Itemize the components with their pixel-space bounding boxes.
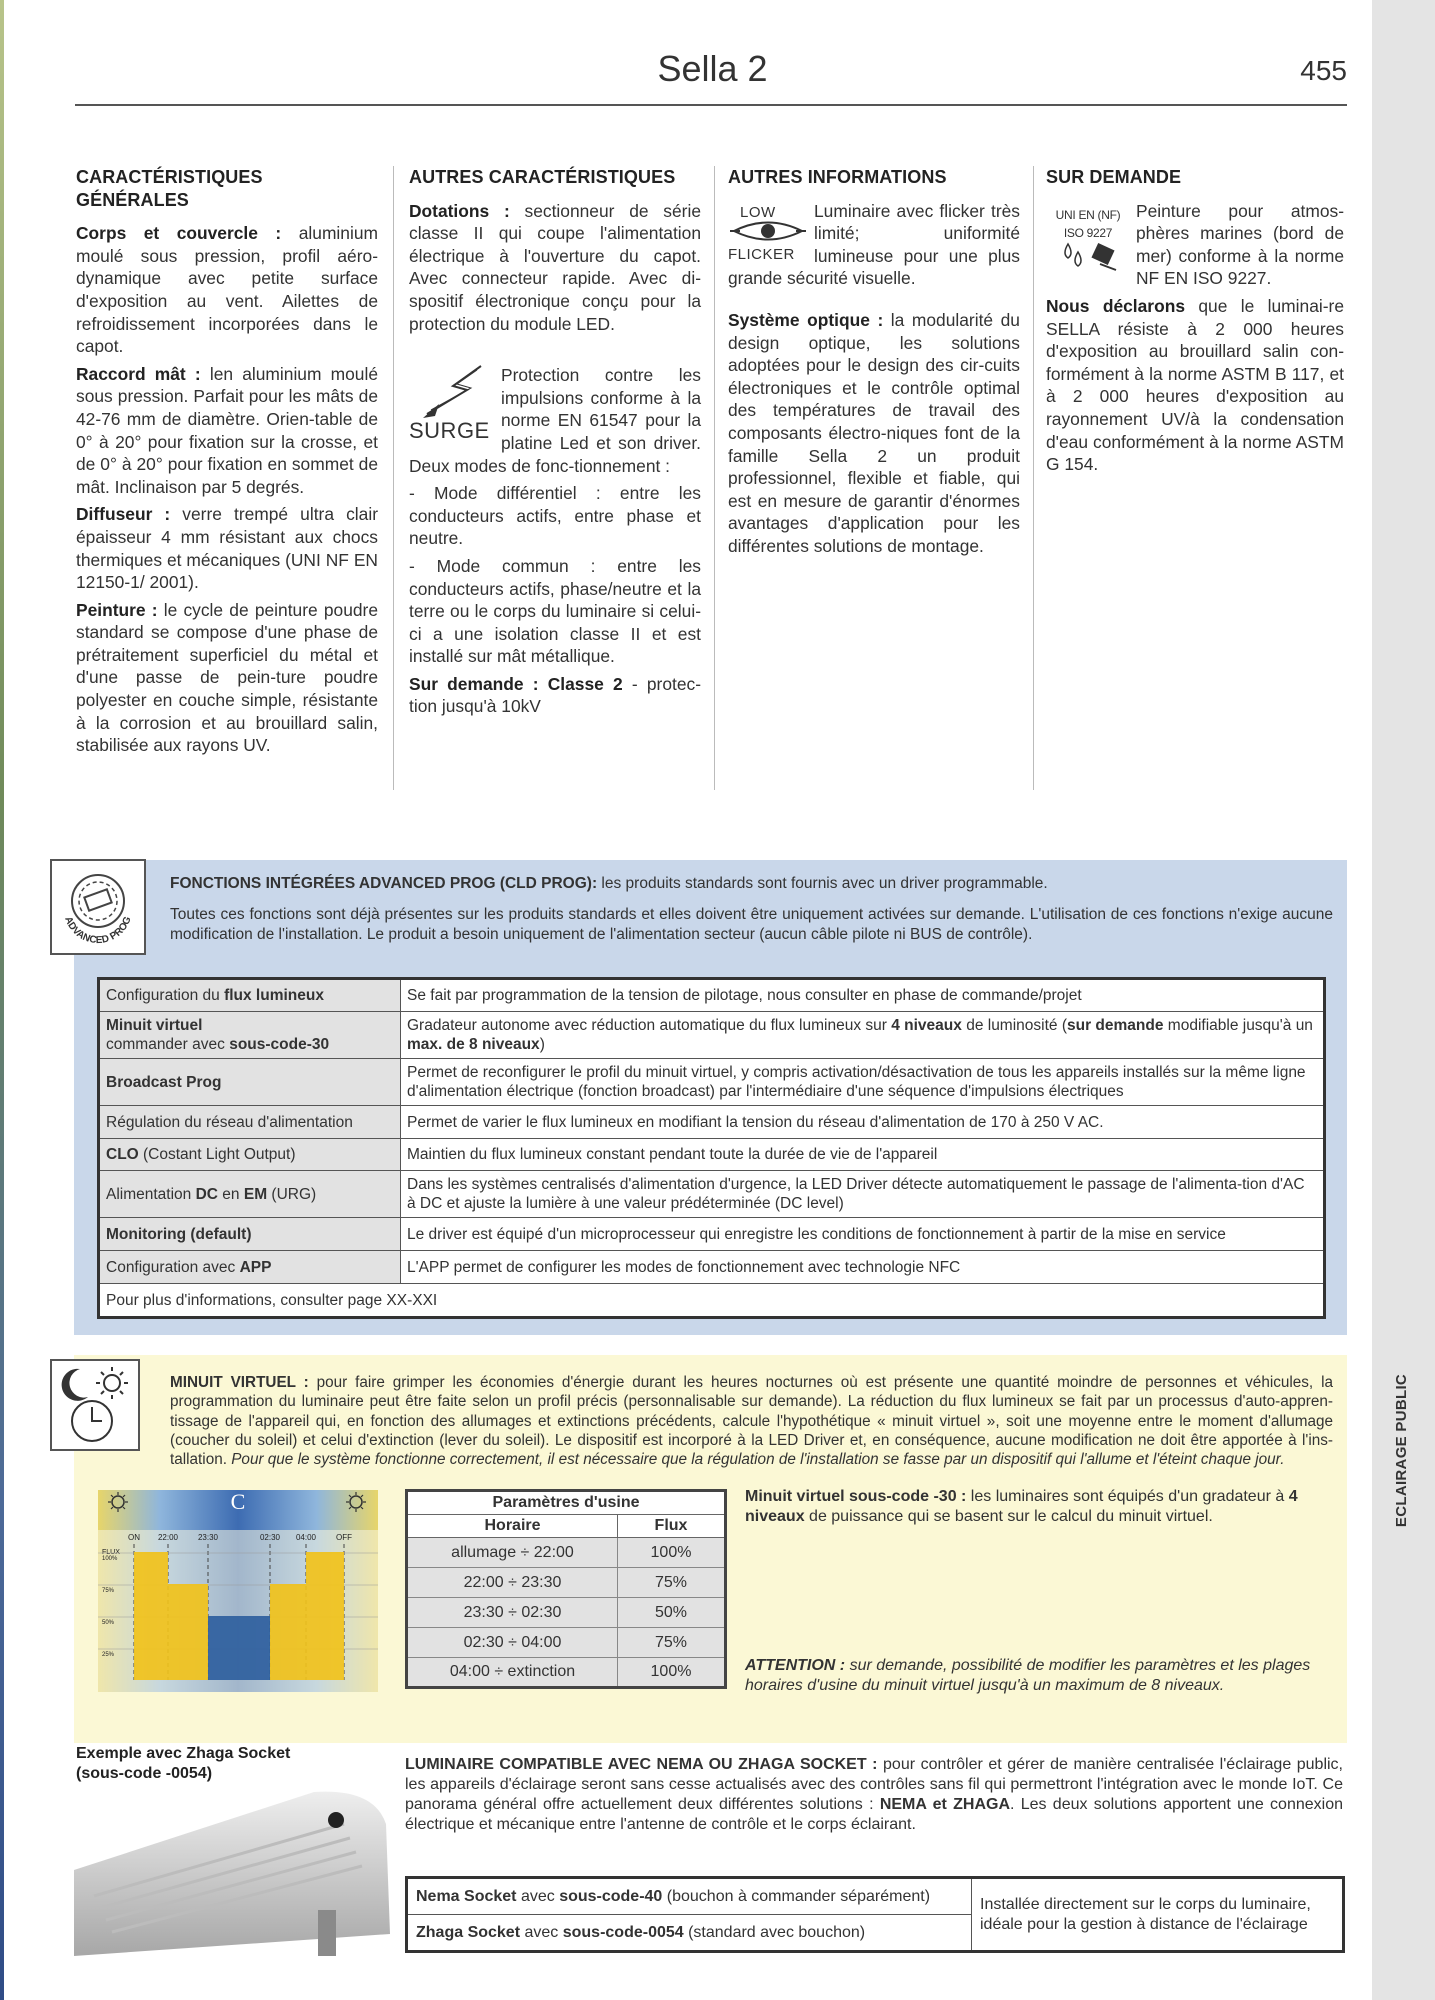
chart-time-label: 04:00 bbox=[295, 1533, 317, 1542]
eye-icon bbox=[730, 218, 806, 244]
chart-time-label: ON bbox=[128, 1533, 140, 1542]
col1-label-body: Corps et couvercle : bbox=[76, 223, 282, 244]
chart-flux-bar bbox=[168, 1584, 208, 1680]
table-key: Monitoring (default) bbox=[99, 1218, 401, 1251]
zhaga-socket-cell: Zhaga Socket avec sous-code-0054 (standard avec bouchon) bbox=[407, 1915, 972, 1952]
col2-para-common: - Mode commun : entre les conducteurs actifs, phase/neutre et la terre ou le corps du luminaire si celui-ci a une isolation classe II et est installé sur mât métallique. bbox=[409, 555, 701, 667]
nema-zhaga-text: LUMINAIRE COMPATIBLE AVEC NEMA OU ZHAGA SOCKET : pour contrôler et gérer de manière centralisée l'éclairage public, les appareils d'éclairage seront sans cesse actualisés avec des contrôles sans fil qui permettront l'intégration avec le monde IoT. Ce panorama général offre actuellement deux différentes solutions : NEMA et ZHAGA. Les deux solutions apportent une connexion électrique et mécanique entre l'antenne de contrôle et le corps éclairant. bbox=[405, 1756, 1344, 1833]
col1-para-paint bbox=[76, 599, 378, 757]
zhaga-socket-icon bbox=[328, 1812, 344, 1828]
chart-flux-bar bbox=[306, 1552, 344, 1680]
advanced-prog-icon-text: ADVANCED PROG bbox=[62, 915, 134, 947]
col2-para-protection: Protection contre les impulsions conforme à la norme EN 61547 pour la platine Led et son driver. Deux modes de fonc-tionnement : bbox=[409, 365, 701, 476]
col1-para-body bbox=[76, 222, 378, 358]
table-value: L'APP permet de configurer les modes de fonctionnement avec technologie NFC bbox=[401, 1251, 1325, 1284]
low-flicker-bottom: FLICKER bbox=[728, 245, 795, 263]
moon-icon: C bbox=[230, 1490, 246, 1514]
table-row bbox=[99, 1106, 1325, 1139]
col2-heading: AUTRES CARACTÉRISTIQUES bbox=[409, 167, 676, 187]
chart-flux-bar bbox=[270, 1584, 306, 1680]
advanced-prog-text: Toutes ces fonctions sont déjà présentes sur les produits standards et elles doivent être uniquement activées sur demande. L'utilisation de ces fonctions n'exige aucune modification de l'installation. Le produit a besoin uniquement de l'alimentation secteur (aucun câble pilote ni BUS de contrôle). bbox=[170, 906, 1333, 943]
example-caption: Exemple avec Zhaga Socket (sous-code -0054) bbox=[76, 1745, 291, 1782]
col4-para-declare bbox=[1046, 295, 1344, 476]
col1-para-diffuser bbox=[76, 503, 378, 593]
col3-text-optics: la modularité du design optique, les solutions adoptées pour le design des cir-cuits électroniques et le contrôle optimal des températures de travail des composants électro-niques font de la famille Sella 2 un produit professionnel, flexible et fiable, qui est en mesure de garantir d'énormes avantages d'application pour les différentes solutions de montage. bbox=[728, 309, 1020, 556]
table-value: Permet de reconfigurer le profil du minuit virtuel, y compris activation/désactivation de tous les appareils installés sur la même ligne d'alimentation électrique (fonction broadcast) par l'intermédiaire d'une séquence d'impulsions électriques bbox=[401, 1059, 1325, 1106]
col1-text-paint: le cycle de peinture poudre standard se compose d'une phase de prétraitement superficiel du métal et d'une passe de pein-ture poudre polyester en couche simple, résistante à la corrosion et au brouillard salin, stabilisée aux rayons UV. bbox=[76, 599, 379, 756]
col1-para-mount bbox=[76, 363, 378, 499]
chart-time-label: OFF bbox=[336, 1533, 352, 1542]
chart-flux-bar bbox=[134, 1552, 168, 1680]
params-flux: 75% bbox=[618, 1568, 726, 1598]
lightning-icon bbox=[409, 364, 497, 420]
table-row bbox=[99, 1059, 1325, 1106]
params-time: 22:00 ÷ 23:30 bbox=[407, 1568, 618, 1598]
attention-note: ATTENTION : sur demande, possibilité de modifier les paramètres et les plages horaires d'usine du minuit virtuel jusqu'à un maximum de 8 niveaux. bbox=[745, 1657, 1311, 1694]
table-row bbox=[99, 1251, 1325, 1284]
col2-text-on-demand: - protec-tion jusqu'à 10kV bbox=[409, 673, 701, 717]
advanced-prog-title bbox=[170, 875, 1330, 893]
col-on-demand bbox=[1046, 166, 1344, 481]
surge-icon bbox=[409, 364, 497, 444]
table-key: Configuration du flux lumineux bbox=[99, 979, 401, 1012]
col1-text-body: aluminium moulé sous pression, profil aéro-dynamique avec petite surface d'exposition au vent. Ailettes de refroidissement incorporées dans le capot. bbox=[76, 223, 378, 357]
col1-text-diffuser: verre trempé ultra clair épaisseur 4 mm résistant aux chocs thermiques et mécaniques (UNI NF EN 12150-1/ 2001). bbox=[76, 504, 378, 593]
chart-level-label: 75% bbox=[102, 1588, 115, 1594]
table-header-row bbox=[407, 1515, 726, 1538]
params-title: Paramètres d'usine bbox=[407, 1491, 726, 1515]
minuit-subcode-text: Minuit virtuel sous-code -30 : les luminaires sont équipés d'un gradateur à 4 niveaux de puissance qui se basent sur le calcul du minuit virtuel. bbox=[745, 1488, 1298, 1525]
chart-level-label: 100% bbox=[102, 1556, 118, 1562]
page-number: 455 bbox=[1300, 55, 1347, 86]
col3-para-flicker: Luminaire avec flicker très limité; uniformité lumineuse pour une plus grande sécurité visuelle. bbox=[728, 200, 1020, 289]
col4-para-marine: Peinture pour atmos-phères marines (bord de mer) conforme à la norme NF EN ISO 9227. bbox=[1136, 200, 1344, 289]
table-key: Broadcast Prog bbox=[99, 1059, 401, 1106]
column-divider bbox=[714, 166, 715, 790]
low-flicker-icon bbox=[728, 200, 808, 262]
col2-para-equipment bbox=[409, 200, 701, 336]
table-row bbox=[99, 979, 1325, 1012]
surge-label: SURGE bbox=[409, 417, 490, 443]
minuit-italic: Pour que le système fonctionne correctement, il est nécessaire que la régulation de l'installation se fasse par un dispositif qui l'allume et l'éteint chaque jour. bbox=[231, 1451, 1285, 1469]
table-value: Se fait par programmation de la tension de pilotage, nous consulter en phase de commande/projet bbox=[401, 979, 1325, 1012]
table-row bbox=[99, 1171, 1325, 1218]
col1-text-mount: len aluminium moulé sous pression. Parfait pour les mâts de 42-76 mm de diamètre. Orien-table de 0° à 20° pour fixation sur la crosse, et de 0° à 20° pour fixation en sommet de mât. Inclinaison par 5 degrés. bbox=[76, 363, 378, 497]
col2-text-equipment: sectionneur de série classe II qui coupe l'alimentation électrique à l'ouverture du capot. Avec connecteur rapide. Avec di-spositif électronique conçu pour la protection du module LED. bbox=[409, 200, 701, 334]
col3-para-optics bbox=[728, 309, 1020, 558]
col2-label-equipment: Dotations : bbox=[409, 200, 510, 221]
section-tab-label: ECLAIRAGE PUBLIC bbox=[1393, 1373, 1411, 1527]
moon-sun-icon bbox=[50, 1359, 140, 1451]
chart-level-label: 25% bbox=[102, 1652, 115, 1658]
table-row bbox=[407, 1568, 726, 1598]
params-flux: 50% bbox=[618, 1598, 726, 1628]
functions-table bbox=[97, 977, 1326, 1319]
table-value: Maintien du flux lumineux constant pendant toute la durée de vie de l'appareil bbox=[401, 1139, 1325, 1171]
table-key: Configuration avec APP bbox=[99, 1251, 401, 1284]
socket-table bbox=[405, 1876, 1345, 1953]
table-value: Gradateur autonome avec réduction automatique du flux lumineux sur 4 niveaux de luminosité (sur demande modifiable jusqu'à un max. de 8 niveaux) bbox=[401, 1012, 1325, 1059]
chart-flux-label: FLUX bbox=[102, 1549, 120, 1556]
table-row bbox=[99, 1218, 1325, 1251]
iso-line1: UNI EN (NF) bbox=[1055, 207, 1121, 222]
chart-time-label: 23:30 bbox=[197, 1533, 219, 1542]
params-time: 04:00 ÷ extinction bbox=[407, 1658, 618, 1688]
col4-label-declare: Nous déclarons bbox=[1046, 295, 1185, 316]
advanced-title-text: les produits standards sont fournis avec un driver programmable. bbox=[597, 875, 1048, 892]
table-row bbox=[407, 1598, 726, 1628]
page-edge-strip bbox=[0, 0, 4, 2000]
params-flux: 100% bbox=[618, 1658, 726, 1688]
table-key: Régulation du réseau d'alimentation bbox=[99, 1106, 401, 1139]
socket-note: Installée directement sur le corps du luminaire, idéale pour la gestion à distance de l'éclairage bbox=[972, 1878, 1344, 1952]
section-tab bbox=[1380, 1370, 1424, 1530]
table-row bbox=[407, 1658, 726, 1688]
col4-text-declare: que le luminai-re SELLA résiste à 2 000 heures d'exposition au brouillard salin con-formément à la norme ASTM B 117, et à 2 000 heures d'exposition au rayonnement UV/à la condensation d'eau conformément à la norme ASTM G 154. bbox=[1046, 295, 1344, 475]
table-row bbox=[99, 1012, 1325, 1059]
factory-parameters-table bbox=[405, 1489, 727, 1689]
table-key: Minuit virtuel commander avec sous-code-30 bbox=[99, 1012, 401, 1059]
col3-label-optics: Système optique : bbox=[728, 309, 884, 330]
params-time: 02:30 ÷ 04:00 bbox=[407, 1628, 618, 1658]
col1-label-diffuser: Diffuseur : bbox=[76, 504, 171, 525]
table-value: Le driver est équipé d'un microprocesseur qui enregistre les conditions de fonctionnement à partir de la mise en service bbox=[401, 1218, 1325, 1251]
col3-heading: AUTRES INFORMATIONS bbox=[728, 167, 947, 187]
col-other-information bbox=[728, 166, 1020, 563]
minuit-virtuel-chart bbox=[98, 1490, 378, 1692]
nema-socket-cell: Nema Socket avec sous-code-40 (bouchon à commander séparément) bbox=[407, 1878, 972, 1915]
chart-level-label: 50% bbox=[102, 1620, 115, 1626]
params-time: allumage ÷ 22:00 bbox=[407, 1538, 618, 1568]
table-footer: Pour plus d'informations, consulter page XX-XXI bbox=[99, 1284, 1325, 1318]
table-value: Permet de varier le flux lumineux en modifiant la tension du réseau d'alimentation de 170 à 250 V AC. bbox=[401, 1106, 1325, 1139]
minuit-virtuel-text bbox=[170, 1373, 1333, 1469]
table-key: Alimentation DC en EM (URG) bbox=[99, 1171, 401, 1218]
table-row bbox=[99, 1284, 1325, 1318]
minuit-body: pour faire grimper les économies d'énergie durant les heures nocturnes où est présente une quantité moindre de personnes et véhicules, la programmation du luminaire peut être faite selon un profil précis (personnalisable sur demande). La réduction du flux lumineux se fait par un processus d'auto-appren-tissage de l'appareil qui, en fonction des allumages et extinctions précédents, calcule l'hypothétique « minuit virtuel », soit une moyenne entre le moment d'allumage (coucher du soleil) et celui d'extinction (lever du soleil). Le dispositif est incorporé à la LED Driver et, en conséquence, aucune modification ne doit être apportée à l'ins-tallation. bbox=[170, 1374, 1333, 1469]
chart-time-label: 22:00 bbox=[157, 1533, 179, 1542]
col-other-characteristics bbox=[409, 166, 701, 723]
advanced-prog-badge bbox=[52, 861, 144, 953]
table-row bbox=[99, 1139, 1325, 1171]
col4-heading: SUR DEMANDE bbox=[1046, 167, 1182, 187]
table-row bbox=[407, 1628, 726, 1658]
chart-flux-bar bbox=[208, 1616, 270, 1680]
advanced-prog-icon bbox=[50, 859, 146, 955]
params-flux: 75% bbox=[618, 1628, 726, 1658]
header-rule bbox=[75, 104, 1347, 106]
column-divider bbox=[393, 166, 394, 790]
params-col-flux: Flux bbox=[618, 1515, 726, 1538]
table-value: Dans les systèmes centralisés d'alimentation d'urgence, la LED Driver détecte automatiquement le passage de l'alimenta-tion d'AC à DC et ajuste la lumière à une valeur prédéterminée (DC level) bbox=[401, 1171, 1325, 1218]
table-row bbox=[407, 1538, 726, 1568]
params-col-time: Horaire bbox=[407, 1515, 618, 1538]
minuit-label: MINUIT VIRTUEL : bbox=[170, 1374, 309, 1391]
params-flux: 100% bbox=[618, 1538, 726, 1568]
salt-spray-icon bbox=[1046, 200, 1132, 274]
col2-label-on-demand: Sur demande : Classe 2 bbox=[409, 673, 623, 694]
col2-para-differential: - Mode différentiel : entre les conducteurs actifs, entre phase et neutre. bbox=[409, 483, 701, 549]
spray-icon bbox=[1060, 240, 1120, 272]
table-key: CLO (Costant Light Output) bbox=[99, 1139, 401, 1171]
advanced-title-bold: FONCTIONS INTÉGRÉES ADVANCED PROG (CLD PROG): bbox=[170, 875, 598, 892]
col1-heading: CARACTÉRISTIQUES GÉNÉRALES bbox=[76, 167, 263, 210]
low-flicker-top: LOW bbox=[740, 203, 776, 221]
iso-line2: ISO 9227 bbox=[1063, 225, 1113, 240]
col2-para-on-demand bbox=[409, 673, 701, 718]
page-title: Sella 2 bbox=[657, 48, 768, 89]
chart-time-label: 02:30 bbox=[259, 1533, 281, 1542]
col1-label-mount: Raccord mât : bbox=[76, 363, 201, 384]
section-sidebar bbox=[1372, 0, 1435, 2000]
table-row bbox=[407, 1878, 1344, 1915]
col-general-characteristics bbox=[76, 166, 378, 762]
column-divider bbox=[1033, 166, 1034, 790]
params-time: 23:30 ÷ 02:30 bbox=[407, 1598, 618, 1628]
col1-label-paint: Peinture : bbox=[76, 599, 158, 620]
table-title-row bbox=[407, 1491, 726, 1515]
night-clock-icon bbox=[52, 1361, 138, 1449]
luminaire-photo bbox=[74, 1784, 390, 1956]
